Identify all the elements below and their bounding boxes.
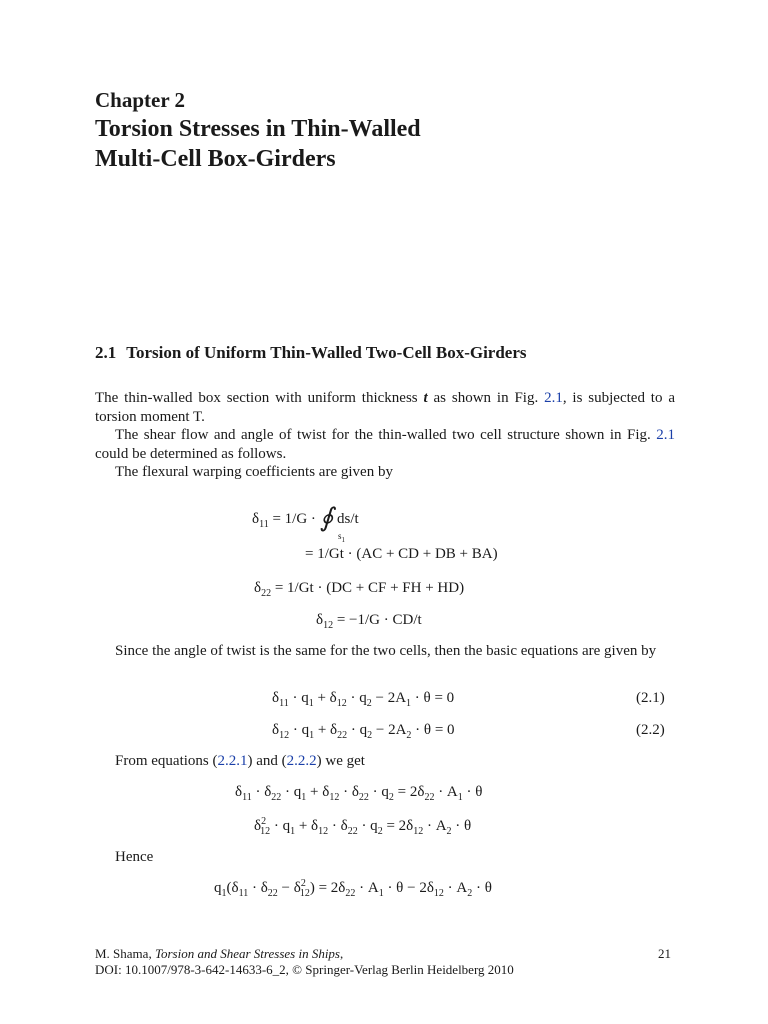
footer-line1 xyxy=(95,946,514,962)
equation-number: (2.2) xyxy=(636,722,665,738)
p5-text-b: ) and ( xyxy=(247,753,287,769)
equation-text: = −1/G · CD/t xyxy=(333,612,422,628)
paragraph-6: Hence xyxy=(115,849,154,865)
footer-book-title: Torsion and Shear Stresses in Ships xyxy=(154,946,340,961)
equation-final: $q_1(\delta_{11} \cdot \delta_{22} - \delta^2_{12}) = 2\delta_{22} \cdot A_1 \cdot \theta - 2\delta_{12} \cdot A_2 \cdot \theta$ xyxy=(214,878,492,899)
equation-2-1: $\delta_{11} \cdot q_1 + \delta_{12} \cdot q_2 - 2A_1 \cdot \theta = 0$ xyxy=(272,690,455,709)
subscript: 22 xyxy=(261,588,272,599)
figure-link[interactable]: 2.1 xyxy=(544,390,563,406)
equation-delta22: $\delta_{22} = 1/Gt \cdot (DC$ + CF + FH + HD) xyxy=(254,580,465,599)
p5-text-a: From equations ( xyxy=(115,753,218,769)
p1-text-c: , is subjected to a torsion moment T. xyxy=(95,390,675,425)
paragraph-5 xyxy=(95,752,675,771)
chapter-label: Chapter 2 xyxy=(95,88,186,112)
footer-author: M. Shama, xyxy=(95,946,155,961)
equation-number: (2.1) xyxy=(636,690,665,706)
limit-subscript: 1 xyxy=(341,535,346,544)
contour-integral-symbol: ∮ xyxy=(319,503,334,532)
footer-doi: DOI: 10.1007/978-3-642-14633-6_2, © Springer-Verlag Berlin Heidelberg 2010 xyxy=(95,962,514,977)
p2-text-b: could be determined as follows. xyxy=(95,445,287,462)
paragraph-3: The flexural warping coefficients are given by xyxy=(115,464,393,480)
limit-s: s xyxy=(338,531,342,541)
section-heading xyxy=(95,343,527,363)
equation-text: = 1/Gt · (DC + CF + FH + HD) xyxy=(271,580,465,596)
page-number: 21 xyxy=(658,946,671,961)
equation-delta12: $\delta_{12} = -1/G \cdot CD/t$ xyxy=(316,612,422,631)
equation-2-2: $\delta_{12} \cdot q_1 + \delta_{22} \cdot q_2 - 2A_2 \cdot \theta = 0$ xyxy=(272,722,455,741)
chapter-title xyxy=(95,114,421,174)
equation-text: ds/t xyxy=(333,511,359,527)
section-number: 2.1 xyxy=(95,343,117,362)
integral-lower-limit xyxy=(338,531,346,544)
section-title: Torsion of Uniform Thin-Walled Two-Cell Box-Girders xyxy=(126,343,527,362)
paragraph-1 xyxy=(95,389,675,426)
p5-text-c: ) we get xyxy=(316,753,365,769)
p2-text-a: The shear flow and angle of twist for the thin-walled two cell structure shown in Fig. xyxy=(115,427,657,443)
chapter-title-line1: Torsion Stresses in Thin-Walled xyxy=(95,116,421,142)
equation-link[interactable]: 2.2.2 xyxy=(286,753,317,769)
subscript: 11 xyxy=(259,519,269,530)
delta-symbol: δ xyxy=(252,511,260,527)
footer-citation xyxy=(95,946,514,978)
p1-text-b: as shown in Fig. xyxy=(427,390,545,406)
chapter-title-line2: Multi-Cell Box-Girders xyxy=(95,146,336,172)
p1-text-a: The thin-walled box section with uniform thickness xyxy=(95,390,424,406)
footer-comma: , xyxy=(340,946,344,961)
subscript: 12 xyxy=(323,620,334,631)
equation-delta11-line2: = 1/Gt · (AC + CD + DB + BA) xyxy=(305,546,498,562)
p1-thickness-symbol: t xyxy=(423,390,428,406)
equation-delta11 xyxy=(252,500,359,530)
equation-link[interactable]: 2.2.1 xyxy=(217,753,248,769)
equation-derived-1: $\delta_{11} \cdot \delta_{22} \cdot q_1 + \delta_{12} \cdot \delta_{22} \cdot q_2 = 2\delta_{22} \cdot A_1 \cdot \theta$ xyxy=(235,784,483,803)
equation-text: = 1/G · xyxy=(268,511,320,527)
equation-derived-2: $\delta^2_{12} \cdot q_1 + \delta_{12} \cdot \delta_{22} \cdot q_2 = 2\delta_{12} \cdot A_2 \cdot \theta$ xyxy=(254,816,472,837)
paragraph-4: Since the angle of twist is the same for the two cells, then the basic equations are given by xyxy=(115,643,657,659)
paragraph-2 xyxy=(95,426,675,463)
figure-link[interactable]: 2.1 xyxy=(656,427,675,443)
